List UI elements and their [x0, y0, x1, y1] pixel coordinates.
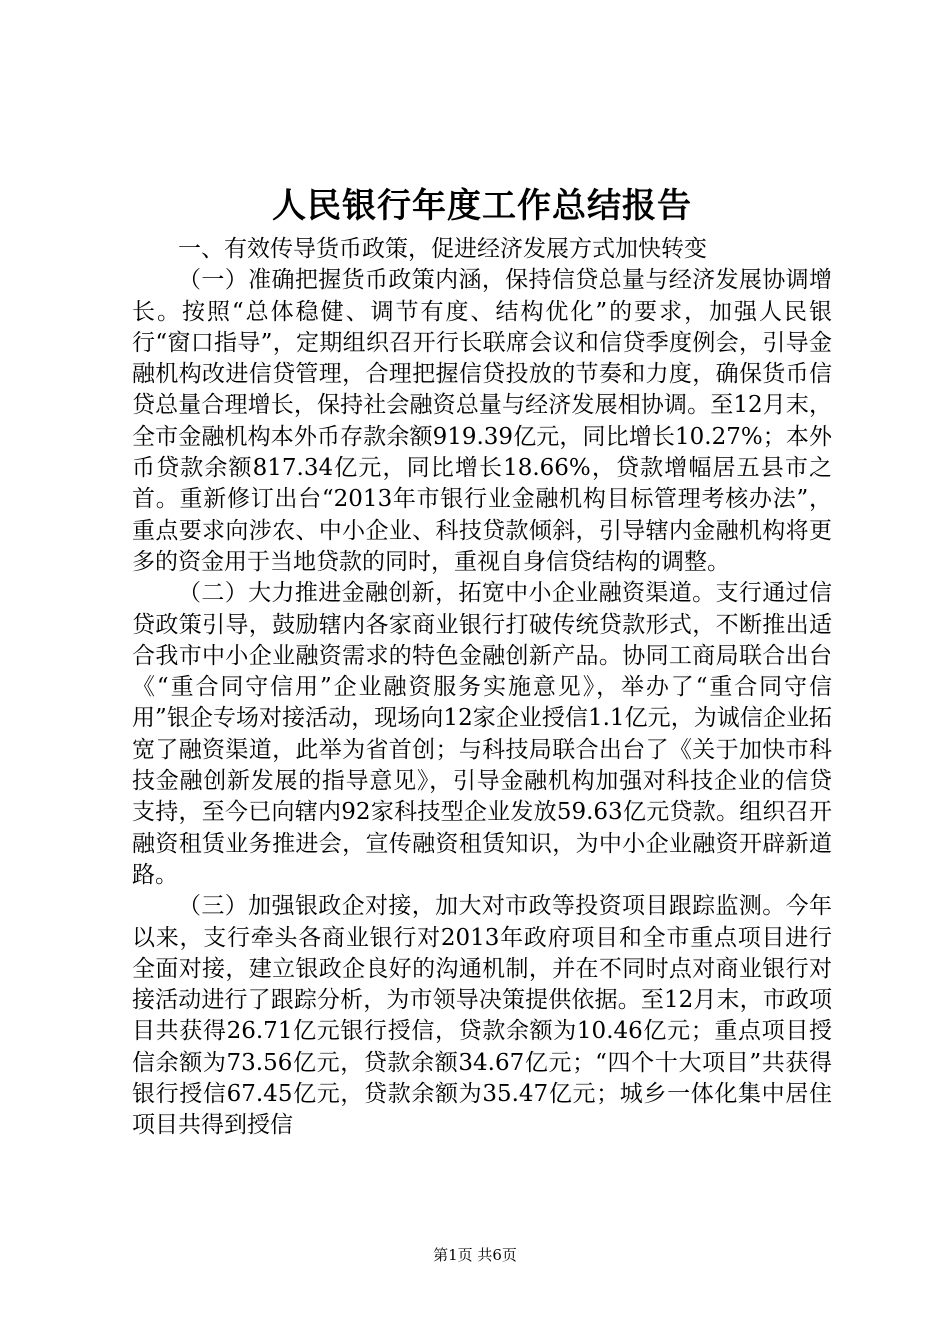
paragraph-3: （三）加强银政企对接，加大对市政等投资项目跟踪监测。今年以来，支行牵头各商业银行对2013年政府项目和全市重点项目进行全面对接，建立银政企良好的沟通机制，并在不同时点对商业银行对接活动进行了跟踪分析，为市领导决策提供依据。至12月末，市政项目共获得26.71亿元银行授信，贷款余额为10.46亿元；重点项目授信余额为73.56亿元，贷款余额34.67亿元；“四个十大项目”共获得银行授信67.45亿元，贷款余额为35.47亿元；城乡一体化集中居住项目共得到授信: [132, 893, 832, 1139]
page-footer: 第1页 共6页: [433, 1246, 517, 1264]
paragraph-1: （一）准确把握货币政策内涵，保持信贷总量与经济发展协调增长。按照“总体稳健、调节有度、结构优化”的要求，加强人民银行“窗口指导”，定期组织召开行长联席会议和信贷季度例会，引导金融机构改进信贷管理，合理把握信贷投放的节奏和力度，确保货币信贷总量合理增长，保持社会融资总量与经济发展相协调。至12月末，全市金融机构本外币存款余额919.39亿元，同比增长10.27%；本外币贷款余额817.34亿元，同比增长18.66%，贷款增幅居五县市之首。重新修订出台“2013年市银行业金融机构目标管理考核办法”，重点要求向涉农、中小企业、科技贷款倾斜，引导辖内金融机构将更多的资金用于当地贷款的同时，重视自身信贷结构的调整。: [132, 267, 832, 575]
document-page: [132, 178, 832, 1142]
paragraph-2: （二）大力推进金融创新，拓宽中小企业融资渠道。支行通过信贷政策引导，鼓励辖内各家商业银行打破传统贷款形式，不断推出适合我市中小企业融资需求的特色金融创新产品。协同工商局联合出台《“重合同守信用”企业融资服务实施意见》，举办了“重合同守信用”银企专场对接活动，现场向12家企业授信1.1亿元，为诚信企业拓宽了融资渠道，此举为省首创；与科技局联合出台了《关于加快市科技金融创新发展的指导意见》，引导金融机构加强对科技企业的信贷支持，至今已向辖内92家科技型企业发放59.63亿元贷款。组织召开融资租赁业务推进会，宣传融资租赁知识，为中小企业融资开辟新道路。: [132, 580, 832, 888]
document-title: 人民银行年度工作总结报告: [272, 186, 692, 226]
section-heading: 一、有效传导货币政策，促进经济发展方式加快转变: [178, 236, 707, 262]
